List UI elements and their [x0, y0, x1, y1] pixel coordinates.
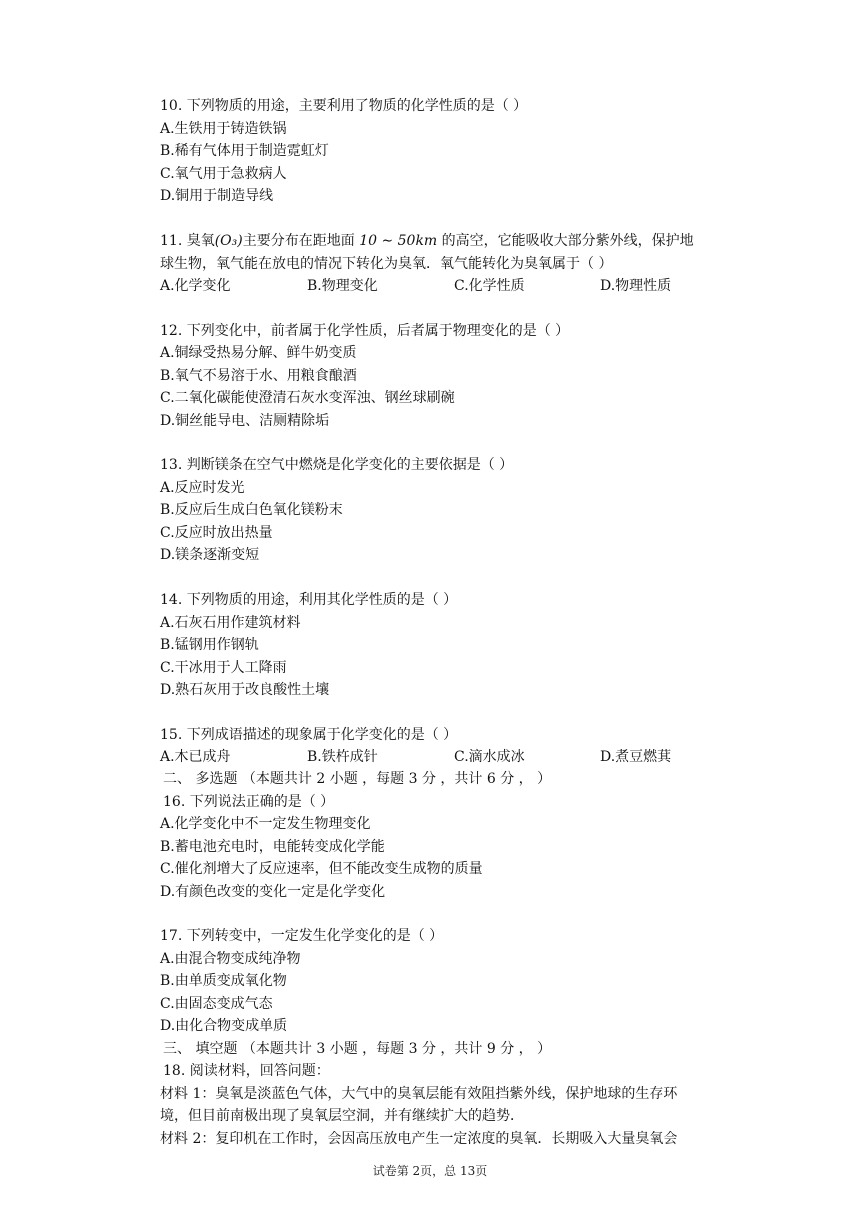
q11-option-d: D.物理性质 — [600, 278, 672, 294]
q12-stem: 12. 下列变化中，前者属于化学性质，后者属于物理变化的是（ ） — [160, 323, 570, 339]
q18-material1-line2: 境，但目前南极出现了臭氧层空洞，并有继续扩大的趋势． — [160, 1108, 524, 1124]
q13-option-d: D.镁条逐渐变短 — [160, 547, 260, 563]
q14-stem: 14. 下列物质的用途，利用其化学性质的是（ ） — [160, 592, 458, 608]
page-footer: 试卷第 2页，总 13页 — [372, 1164, 488, 1178]
q14-option-a: A.石灰石用作建筑材料 — [160, 615, 301, 631]
q11-option-a: A.化学变化 — [160, 278, 231, 294]
q16-option-b: B.蓄电池充电时，电能转变成化学能 — [160, 839, 385, 855]
q14-option-d: D.熟石灰用于改良酸性土壤 — [160, 682, 330, 698]
q11-option-b: B.物理变化 — [307, 278, 378, 294]
q17-option-a: A.由混合物变成纯净物 — [160, 951, 301, 967]
q17-option-c: C.由固态变成气态 — [160, 996, 273, 1012]
q15-option-a: A.木已成舟 — [160, 749, 231, 765]
q10-stem: 10. 下列物质的用途，主要利用了物质的化学性质的是（ ） — [160, 98, 528, 114]
q16-option-a: A.化学变化中不一定发生物理变化 — [160, 816, 371, 832]
q16-stem: 16. 下列说法正确的是（ ） — [163, 794, 335, 810]
q13-stem: 13. 判断镁条在空气中燃烧是化学变化的主要依据是（ ） — [160, 457, 514, 473]
section-multiple-choice-heading: 二、 多选题 （本题共计 2 小题 ，每题 3 分 ，共计 6 分 ， ） — [163, 771, 552, 787]
q13-option-b: B.反应后生成白色氧化镁粉末 — [160, 502, 343, 518]
q18-stem: 18. 阅读材料，回答问题： — [163, 1063, 330, 1079]
q11-stem-part-a: 11. 臭氧 — [160, 233, 215, 249]
q11-altitude-range: 10 ∼ 50km — [359, 233, 438, 249]
q17-stem: 17. 下列转变中，一定发生化学变化的是（ ） — [160, 928, 444, 944]
q12-option-c: C.二氧化碳能使澄清石灰水变浑浊、钢丝球刷碗 — [160, 390, 455, 406]
q12-option-d: D.铜丝能导电、洁厕精除垢 — [160, 413, 330, 429]
q11-stem-part-b: 主要分布在距地面 — [242, 233, 355, 249]
q10-option-d: D.铜用于制造导线 — [160, 188, 274, 204]
q16-option-d: D.有颜色改变的变化一定是化学变化 — [160, 884, 386, 900]
q17-option-b: B.由单质变成氧化物 — [160, 973, 287, 989]
q10-option-a: A.生铁用于铸造铁锅 — [160, 121, 287, 137]
q10-option-b: B.稀有气体用于制造霓虹灯 — [160, 143, 329, 159]
q17-option-d: D.由化合物变成单质 — [160, 1018, 288, 1034]
q13-option-a: A.反应时发光 — [160, 480, 245, 496]
q14-option-b: B.锰钢用作钢轨 — [160, 637, 259, 653]
q15-option-b: B.铁杵成针 — [307, 749, 378, 765]
q15-option-c: C.滴水成冰 — [454, 749, 525, 765]
q16-option-c: C.催化剂增大了反应速率，但不能改变生成物的质量 — [160, 861, 483, 877]
q15-stem: 15. 下列成语描述的现象属于化学变化的是（ ） — [160, 727, 458, 743]
q13-option-c: C.反应时放出热量 — [160, 525, 273, 541]
q11-stem-line1 — [160, 231, 694, 251]
q15-option-d: D.煮豆燃萁 — [600, 749, 672, 765]
q18-material1-line1: 材料 1：臭氧是淡蓝色气体，大气中的臭氧层能有效阻挡紫外线，保护地球的生存环 — [160, 1086, 678, 1102]
q10-option-c: C.氧气用于急救病人 — [160, 166, 287, 182]
q11-stem-line2: 球生物，氧气能在放电的情况下转化为臭氧．氧气能转化为臭氧属于（ ） — [160, 256, 613, 272]
q12-option-b: B.氧气不易溶于水、用粮食酿酒 — [160, 368, 357, 384]
q18-material2-line1: 材料 2：复印机在工作时，会因高压放电产生一定浓度的臭氧．长期吸入大量臭氧会 — [160, 1131, 678, 1147]
q14-option-c: C.干冰用于人工降雨 — [160, 660, 287, 676]
q11-option-c: C.化学性质 — [454, 278, 525, 294]
q11-stem-part-c: 的高空，它能吸收大部分紫外线，保护地 — [441, 233, 694, 249]
section-fill-in-heading: 三、 填空题 （本题共计 3 小题 ，每题 3 分 ，共计 9 分 ， ） — [163, 1041, 552, 1057]
q12-option-a: A.铜绿受热易分解、鲜牛奶变质 — [160, 345, 357, 361]
q11-ozone-formula: (O₃) — [214, 233, 243, 249]
